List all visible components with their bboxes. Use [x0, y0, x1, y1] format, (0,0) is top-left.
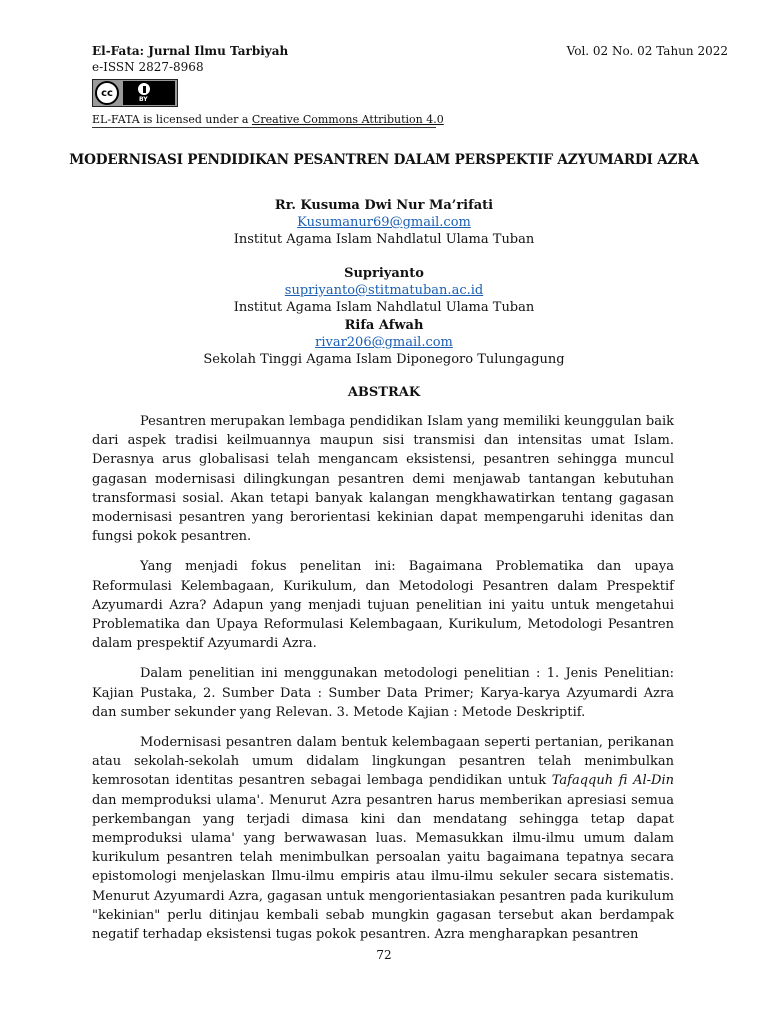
author-affiliation: Sekolah Tinggi Agama Islam Diponegoro Tulungagung [203, 352, 565, 367]
abstract-paragraph: Dalam penelitian ini menggunakan metodologi penelitian : 1. Jenis Penelitian: Kajian Pustaka, 2. Sumber Data : Sumber Data Primer; Karya-karya Azyumardi Azra dan sumber sekunder yang Relevan. 3. Metode Kajian : Metode Deskriptif. [92, 666, 674, 720]
author-affiliation: Institut Agama Islam Nahdlatul Ulama Tuban [233, 232, 535, 247]
italic-term: Tafaqquh fi Al-Din [551, 773, 674, 789]
author-email-link[interactable]: Kusumanur69@gmail.com [297, 215, 471, 230]
license-link[interactable]: Creative Commons Attribution 4.0 [251, 113, 444, 126]
author-email-link[interactable]: rivar206@gmail.com [315, 335, 453, 350]
author-affiliation: Institut Agama Islam Nahdlatul Ulama Tuban [233, 300, 535, 315]
page-number: 72 [376, 948, 392, 962]
article-title: MODERNISASI PENDIDIKAN PESANTREN DALAM PERSPEKTIF AZYUMARDI AZRA [69, 152, 699, 168]
journal-name: El-Fata: Jurnal Ilmu Tarbiyah [92, 44, 289, 58]
license-prefix: EL-FATA is licensed under a [92, 113, 252, 126]
author-block-1 [40, 197, 728, 248]
author-name: Rr. Kusuma Dwi Nur Ma’rifati [274, 198, 494, 213]
abstract-paragraph: Yang menjadi fokus penelitan ini: Bagaimana Problematika dan upaya Reformulasi Kelembagaan, Kurikulum, dan Metodologi Pesantren dalam Prespektif Azyumardi Azra? Adapun yang menjadi tujuan penelitian ini yaitu untuk mengetahui Problematika dan Upaya Reformulasi Kelembagaan, Kurikulum, Metodologi Pesantren dalam prespektif Azyumardi Azra. [92, 559, 674, 652]
journal-issn: e-ISSN 2827-8968 [92, 60, 204, 74]
license-divider [92, 127, 436, 128]
by-label: BY [139, 96, 148, 103]
abstract-body [92, 412, 674, 955]
abstract-heading: ABSTRAK [347, 385, 421, 400]
author-name: Rifa Afwah [344, 318, 424, 333]
abstract-paragraph [92, 733, 674, 944]
author-block-3 [40, 317, 728, 368]
journal-header [92, 43, 288, 75]
paragraph-text: dan memproduksi ulama'. Menurut Azra pesantren harus memberikan apresiasi semua perkembangan yang terjadi dimasa kini dan mendatang sehingga tetap dapat memproduksi ulama' yang berwawasan luas. Memasukkan ilmu-ilmu umum dalam kurikulum pesantren telah menimbulkan persoalan yaitu bagaimana tepatnya secara epistomologi menjelaskan Ilmu-ilmu empiris atau ilmu-ilmu sekuler secara sistematis. Menurut Azyumardi Azra, gagasan untuk mengorientasiakan pesantren pada kurikulum "kekinian" perlu ditinjau kembali sebab mungkin gagasan tersebut akan berdampak negatif terhadap eksistensi tugas pokok pesantren. Azra mengharapkan pesantren [92, 792, 674, 943]
author-name: Supriyanto [344, 266, 424, 281]
cc-by-license-badge[interactable] [92, 79, 178, 107]
journal-volume: Vol. 02 No. 02 Tahun 2022 [566, 44, 728, 58]
author-block-2 [40, 265, 728, 316]
license-statement [92, 113, 444, 127]
author-email-link[interactable]: supriyanto@stitmatuban.ac.id [284, 283, 484, 298]
paragraph-text: Modernisasi pesantren dalam bentuk kelembagaan seperti pertanian, perikanan atau sekolah-sekolah umum didalam lingkungan pesantren telah menimbulkan kemrosotan identitas pesantren sebagai lembaga pendidikan untuk [92, 735, 674, 789]
abstract-paragraph: Pesantren merupakan lembaga pendidikan Islam yang memiliki keunggulan baik dari aspek tradisi keilmuannya maupun sisi transmisi dan intensitas umat Islam. Derasnya arus globalisasi telah mengancam eksistensi, pesantren sehingga muncul gagasan modernisasi dilingkungan pesantren demi menjawab tantangan kebutuhan transformasi sosial. Akan tetapi banyak kalangan mengkhawatirkan tentang gagasan modernisasi pesantren yang berorientasi kekinian dapat mempengaruhi idenitas dan fungsi pokok pesantren. [92, 414, 674, 545]
cc-logo-icon: cc [95, 81, 119, 105]
attribution-person-icon [137, 82, 151, 96]
